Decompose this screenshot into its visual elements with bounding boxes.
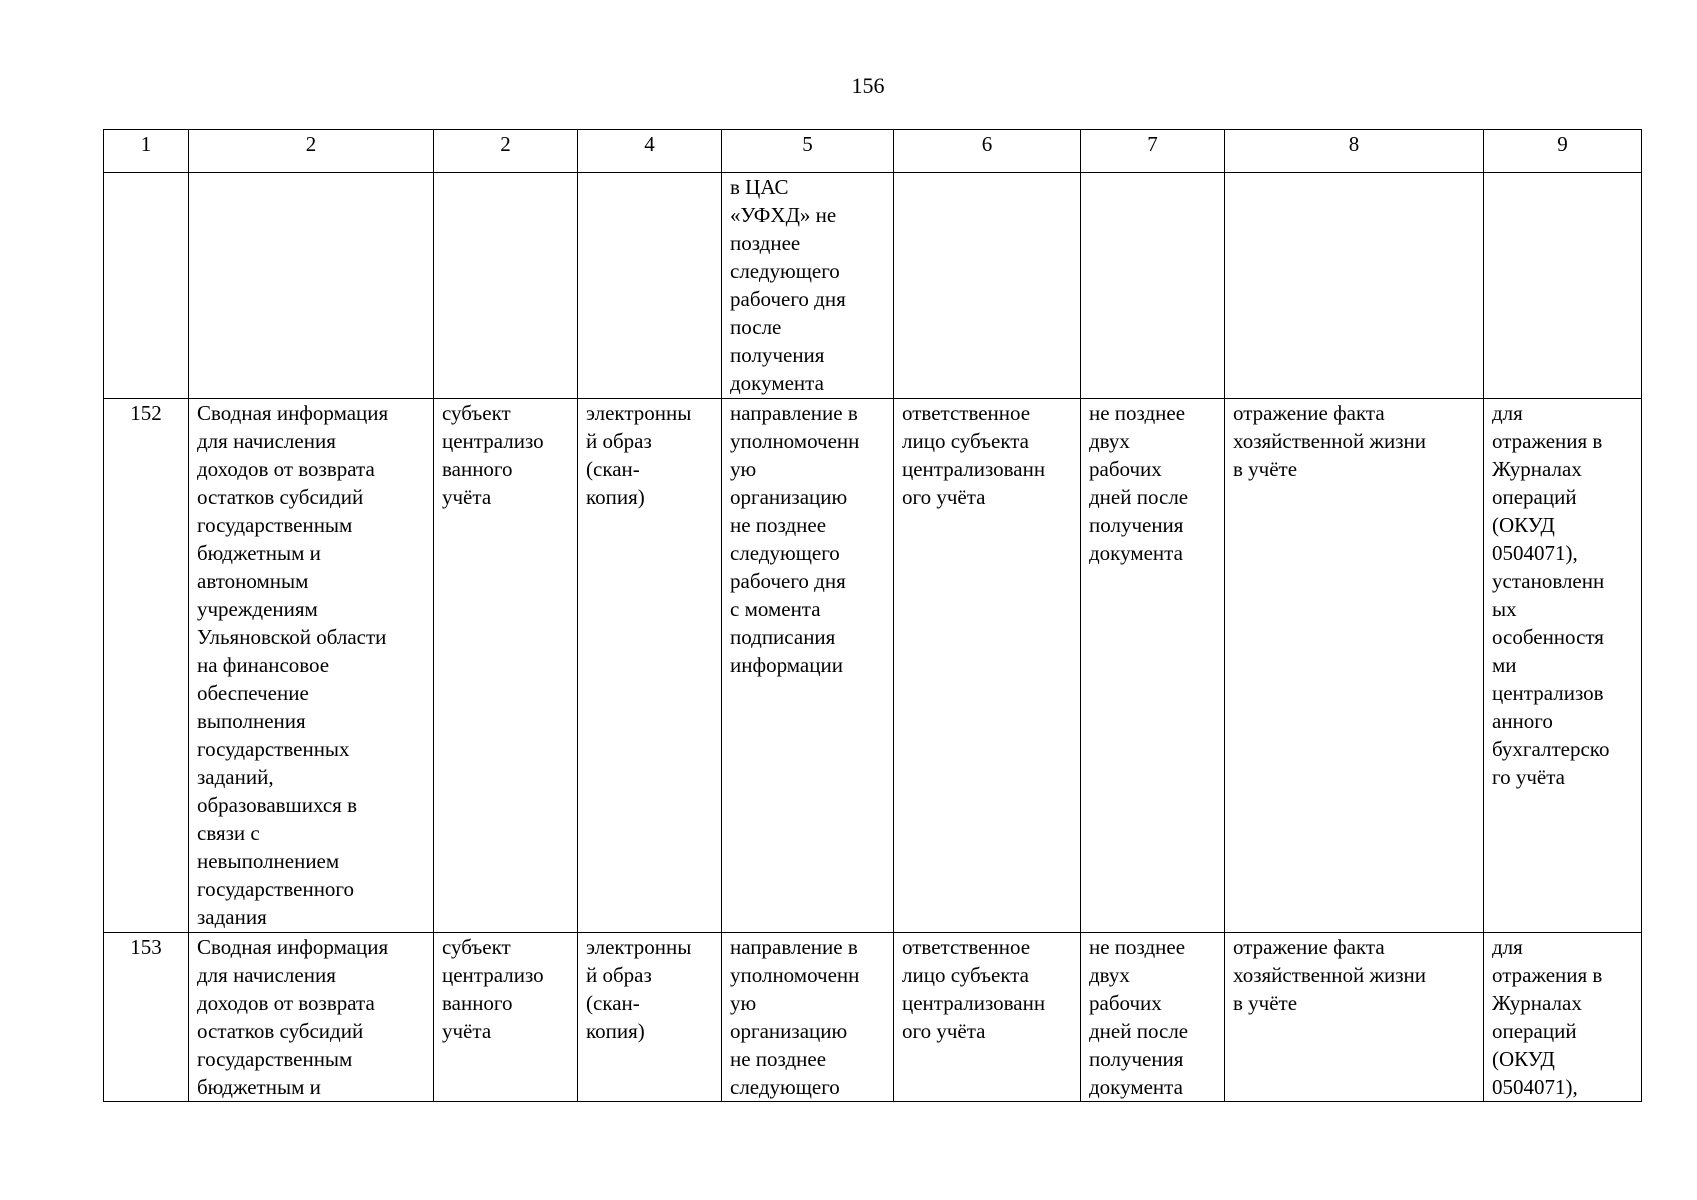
- responsible-cell: субъект централизо ванного учёта: [434, 399, 578, 933]
- header-cell: 2: [434, 130, 578, 173]
- header-cell: 9: [1484, 130, 1642, 173]
- note-cell: [1484, 173, 1642, 399]
- purpose-cell: [1225, 173, 1484, 399]
- row-number-cell: [104, 173, 189, 399]
- note-cell: для отражения в Журналах операций (ОКУД 0504071),: [1484, 933, 1642, 1102]
- executor-cell: ответственное лицо субъекта централизованн ого учёта: [894, 399, 1081, 933]
- term-cell: не позднее двух рабочих дней после получения документа: [1081, 933, 1225, 1102]
- page-number: 156: [851, 73, 885, 98]
- document-name-cell: [189, 173, 434, 399]
- deadline-cell: в ЦАС «УФХД» не позднее следующего рабочего дня после получения документа: [722, 173, 894, 399]
- header-cell: 8: [1225, 130, 1484, 173]
- responsible-cell: [434, 173, 578, 399]
- row-number-cell: 152: [104, 399, 189, 933]
- deadline-cell: направление в уполномоченн ую организацию не позднее следующего рабочего дня с момента подписания информации: [722, 399, 894, 933]
- table-row: [104, 173, 1642, 399]
- header-cell: 6: [894, 130, 1081, 173]
- header-cell: 5: [722, 130, 894, 173]
- term-cell: [1081, 173, 1225, 399]
- form-cell: электронны й образ (скан- копия): [578, 399, 722, 933]
- purpose-cell: отражение факта хозяйственной жизни в учёте: [1225, 933, 1484, 1102]
- form-cell: электронны й образ (скан- копия): [578, 933, 722, 1102]
- document-name-cell: Сводная информация для начисления доходов от возврата остатков субсидий государственным бюджетным и: [189, 933, 434, 1102]
- note-cell: для отражения в Журналах операций (ОКУД 0504071), установленн ых особенностя ми централизов анного бухгалтерско го учёта: [1484, 399, 1642, 933]
- document-table: [103, 129, 1642, 1102]
- header-cell: 2: [189, 130, 434, 173]
- table-row: [104, 933, 1642, 1102]
- document-name-cell: Сводная информация для начисления доходов от возврата остатков субсидий государственным бюджетным и автономным учреждениям Ульяновской области на финансовое обеспечение выполнения государственных заданий, образовавшихся в связи с невыполнением государственного задания: [189, 399, 434, 933]
- form-cell: [578, 173, 722, 399]
- table-row: [104, 399, 1642, 933]
- term-cell: не позднее двух рабочих дней после получения документа: [1081, 399, 1225, 933]
- header-cell: 7: [1081, 130, 1225, 173]
- table-header-row: [104, 130, 1642, 173]
- row-number-cell: 153: [104, 933, 189, 1102]
- responsible-cell: субъект централизо ванного учёта: [434, 933, 578, 1102]
- header-cell: 4: [578, 130, 722, 173]
- executor-cell: ответственное лицо субъекта централизованн ого учёта: [894, 933, 1081, 1102]
- header-cell: 1: [104, 130, 189, 173]
- deadline-cell: направление в уполномоченн ую организацию не позднее следующего: [722, 933, 894, 1102]
- executor-cell: [894, 173, 1081, 399]
- purpose-cell: отражение факта хозяйственной жизни в учёте: [1225, 399, 1484, 933]
